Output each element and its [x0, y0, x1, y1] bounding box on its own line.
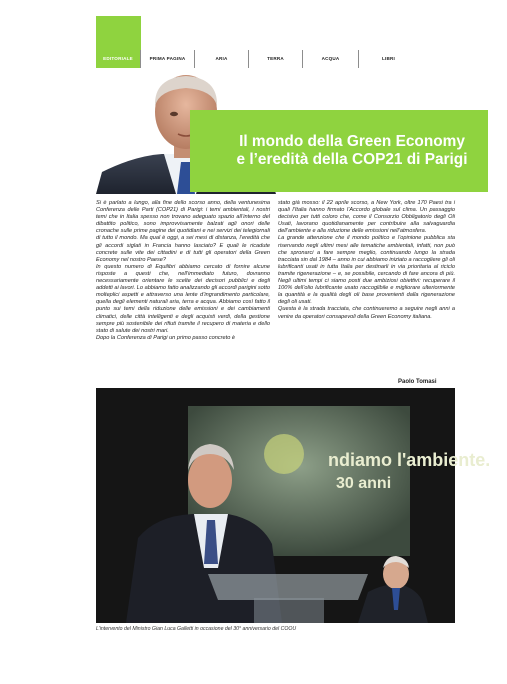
article-paragraph: Dopo la Conferenza di Parigi un primo passo concreto è: [96, 334, 235, 341]
article-paragraph: La grande attenzione che il mondo politico e l’opinione pubblica sta riservando negli ultimi mesi alle tematiche ambientali, infatti, non può che spronarci a fare sempre meglio, continuando lungo la strada tracciata sin dal 1984 – anno in cui abbiamo iniziato a raccogliere gli oli lubrificanti usati in tutta Italia per destinarli in via prioritaria al riciclo tramite rigenerazione – e, se possibile, cercando di fare ancora di più. Negli ultimi tempi ci siamo posti due ambiziosi obiettivi: recuperare il 100% dell’olio lubrificante usato raccoglibile e migliorare ulteriormente la quantità e la qualità degli oli base provenienti dalla rigenerazione degli oli usati.: [278, 235, 455, 306]
article-paragraph: stato già mosso: il 22 aprile scorso, a New York, oltre 170 Paesi tra i quali l’Italia hanno firmato l’Accordo globale sul clima. Un passaggio decisivo per tutti coloro che, come il Consorzio Obbligatorio degli Oli Usati, lavorano quotidianamente per contribuire alla salvaguardia dell’ambiente e alla riduzione delle emissioni nell’atmosfera.: [278, 200, 455, 235]
article-title-box: [190, 110, 488, 192]
article-title-line-1: Il mondo della Green Economy: [239, 133, 465, 150]
photo-caption: L’intervento del Ministro Gian Luca Galletti in occasione del 30° anniversario del COOU: [96, 626, 297, 632]
section-nav: [96, 50, 418, 68]
event-photo-image: [96, 388, 491, 623]
nav-item-terra[interactable]: TERRA: [249, 50, 303, 68]
article-column-right: [278, 200, 455, 321]
nav-item-aria[interactable]: ARIA: [195, 50, 249, 68]
article-paragraph: Questa è la strada tracciata, che continueremo a seguire negli anni a venire da operatori consapevoli della Green Economy italiana.: [278, 306, 455, 320]
nav-item-prima-pagina[interactable]: PRIMA PAGINA: [141, 50, 195, 68]
screen-text-1: ndiamo l'ambiente.: [328, 450, 491, 470]
nav-item-editoriale[interactable]: EDITORIALE: [96, 50, 141, 68]
article-title-line-2: e l’eredità della COP21 di Parigi: [236, 151, 468, 168]
event-photo: [96, 388, 491, 623]
nav-item-acqua[interactable]: ACQUA: [303, 50, 359, 68]
author-signature: Paolo Tomasi: [398, 379, 437, 385]
article-column-left: [96, 200, 270, 342]
article-paragraph: Si è parlato a lungo, alla fine dello scorso anno, della ventunesima Conferenza delle Parti (COP21) di Parigi: i temi ambientali, i nostri temi che in Italia spesso non trovano adeguato spazio all’interno del dibattito politico, sono improvvisamente balzati agli onori delle cronache sulle prime pagine dei quotidiani e nei servizi dei telegiornali di tutto il mondo. Ma qual è oggi, a sei mesi di distanza, l’eredità che gli accordi siglati in Francia hanno lasciato? E quali le ricadute concrete sulle vite dei cittadini e di tutti gli operatori della Green Economy nel nostro Paese?: [96, 200, 270, 263]
article-paragraph: In questo numero di Equilibri abbiamo cercato di fornire alcune risposte a questi che, nell’immediato futuro, dovranno necessariamente orientare le scelte dei decisori pubblici e degli addetti ai lavori. Lo abbiamo fatto analizzando gli accordi parigini sotto molteplici aspetti e attraverso una lente d’ingrandimento particolare, quella degli elementi naturali aria, terra e acqua. Abbiamo così fatto il punto sui temi della riduzione delle emissioni e dei cambiamenti climatici, delle città intelligenti e degli acquisti verdi, della gestione sempre più sostenibile dei rifiuti tramite il recupero di materia e dello stato di salute dei nostri mari.: [96, 263, 270, 334]
nav-item-libri[interactable]: LIBRI: [382, 56, 395, 61]
screen-text-2: 30 anni: [336, 475, 392, 492]
